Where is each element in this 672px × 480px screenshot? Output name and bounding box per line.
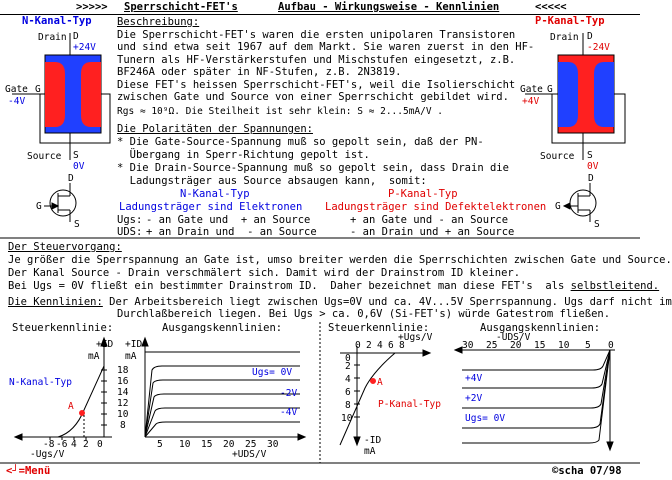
p-uds-tick: 25	[486, 340, 498, 351]
n-xaxis-label: -Ugs/V	[30, 449, 65, 460]
p-ugs-axis-label: +Ugs/V	[398, 332, 433, 343]
p-ytick: 2	[345, 361, 351, 372]
n-ytick: 18	[117, 365, 129, 376]
n-id-unit-2: mA	[125, 351, 137, 362]
menu-button[interactable]	[6, 466, 50, 477]
p-source-letter: S	[587, 150, 593, 161]
n-uds-tick: 25	[245, 439, 257, 450]
steuervorgang-line: Je größer die Sperrspannung an Gate ist, umso breiter werden die Sperrschichten zwischen Gate und Source.	[8, 254, 672, 266]
p-curve-label: +2V	[465, 393, 483, 404]
p-sym-g: G	[555, 201, 561, 212]
enter-key-icon: <┘	[6, 465, 19, 477]
n-ausgang-title: Ausgangskennlinien:	[162, 322, 283, 334]
p-drain-voltage: -24V	[587, 42, 610, 53]
description-line: Diese FET's heissen Sperrschicht-FET's, weil die Isolierschicht	[117, 79, 516, 91]
p-ytick: 8	[345, 400, 351, 411]
rgs-line: Rgs ≈ 10⁹Ω. Die Steilheit ist sehr klein: S ≈ 2...5mA/V .	[117, 106, 444, 117]
n-uds-tick: 10	[179, 439, 191, 450]
n-carriers: Ladungsträger sind Elektronen	[119, 201, 303, 213]
n-xtick: 2	[83, 439, 89, 450]
n-ytick: 10	[117, 409, 129, 420]
p-a-point-label: A	[377, 377, 383, 388]
description-line: Die Sperrschicht-FET's waren die ersten unipolaren Transistoren	[117, 29, 516, 41]
n-uds-tick: 20	[223, 439, 235, 450]
p-uds-tick: 10	[558, 340, 570, 351]
n-drain-letter: D	[73, 31, 79, 42]
p-drain-letter: D	[587, 31, 593, 42]
n-drain-label: Drain	[38, 32, 67, 43]
n-uds-axis-label: +UDS/V	[232, 449, 267, 460]
n-id-axis-label-2: +ID	[125, 339, 143, 350]
p-fet-symbol	[564, 183, 596, 222]
description-line: und sind etwa seit 1967 auf dem Markt. Sie waren zuerst in den HF-	[117, 41, 535, 53]
polarity-bullet: * Die Gate-Source-Spannung muß so gepolt sein, daß der PN-	[117, 136, 484, 148]
n-source-letter: S	[73, 150, 79, 161]
n-ytick: 12	[117, 398, 129, 409]
n-steuer-title: Steuerkennlinie:	[12, 322, 114, 334]
n-sym-g: G	[36, 201, 42, 212]
p-uds: - an Drain und + an Source	[350, 226, 515, 238]
n-type-chart-label: N-Kanal-Typ	[9, 377, 72, 388]
p-ausgang-title: Ausgangskennlinien:	[480, 322, 601, 334]
n-curve-label: Ugs= 0V	[252, 367, 293, 378]
n-a-point-label: A	[68, 401, 74, 412]
n-xtick: 0	[97, 439, 103, 450]
n-ytick: 16	[117, 376, 129, 387]
n-sym-s: S	[74, 219, 80, 230]
description-line: BF246A oder später in NF-Stufen, z.B. 2N3819.	[117, 66, 402, 78]
p-xtick: 6	[388, 340, 394, 351]
p-curve-label: +4V	[465, 373, 483, 384]
p-uds-axis-label: -UDS/V	[496, 332, 531, 343]
n-gate-letter: G	[35, 84, 41, 95]
p-id-unit: mA	[364, 446, 376, 457]
n-sym-d: D	[68, 173, 74, 184]
p-uds-tick: 15	[534, 340, 546, 351]
menu-label: =Menü	[18, 465, 51, 477]
n-gate-label: Gate	[5, 84, 28, 95]
n-curve-label: -2V	[280, 388, 298, 399]
p-ytick: 10	[341, 413, 353, 424]
description-heading: Beschreibung:	[117, 16, 200, 28]
selbstleitend-term: selbstleitend.	[570, 280, 660, 292]
n-type-label: N-Kanal-Typ	[180, 188, 250, 200]
n-xtick: -8	[43, 439, 55, 450]
p-sym-s: S	[594, 219, 600, 230]
p-type-label: P-Kanal-Typ	[388, 188, 458, 200]
n-ugs: - an Gate und + an Source	[146, 214, 311, 226]
header-arrows-left: >>>>>	[76, 1, 108, 13]
p-ytick: 0	[345, 353, 351, 364]
n-drain-voltage: +24V	[73, 42, 96, 53]
p-type-chart-label: P-Kanal-Typ	[378, 399, 441, 410]
page-title: Sperrschicht-FET's	[124, 1, 238, 13]
p-sym-d: D	[588, 173, 594, 184]
p-source-voltage: 0V	[587, 161, 599, 172]
kennlinien-text: Der Arbeitsbereich liegt zwischen Ugs=0V und ca. 4V...5V Sperrspannung. Ugs darf nicht im	[102, 296, 672, 308]
polarity-bullet: * Die Drain-Source-Spannung muß so gepolt sein, dass Drain die	[117, 162, 509, 174]
p-id-axis-label: -ID	[364, 435, 382, 446]
p-ytick: 6	[345, 387, 351, 398]
steuervorgang-line: Der Kanal Source - Drain verschmälert sich. Damit wird der Drainstrom ID kleiner.	[8, 267, 521, 279]
n-id-axis-label: +ID	[96, 339, 114, 350]
page-subtitle: Aufbau - Wirkungsweise - Kennlinien	[278, 1, 500, 13]
n-fet-symbol	[44, 183, 76, 222]
kennlinien-heading: Die Kennlinien:	[8, 296, 103, 308]
n-source-label: Source	[27, 151, 62, 162]
n-uds-tick: 5	[157, 439, 163, 450]
n-uds-tick: 30	[267, 439, 279, 450]
steuervorgang-line	[8, 281, 659, 292]
p-fet-structure	[525, 33, 625, 160]
n-xtick: 4	[71, 439, 77, 450]
p-uds-tick: 20	[510, 340, 522, 351]
n-id-unit: mA	[88, 351, 100, 362]
p-gate-label: Gate	[520, 84, 543, 95]
p-drain-label: Drain	[550, 32, 579, 43]
p-curve-label: Ugs= 0V	[465, 413, 506, 424]
header-arrows-right: <<<<<	[535, 1, 567, 13]
n-uds: + an Drain und - an Source	[146, 226, 317, 238]
p-uds-tick: 5	[585, 340, 591, 351]
description-line: Tunern als HF-Verstärkerstufen und Mischstufen eingesetzt, z.B.	[117, 54, 516, 66]
copyright: ©scha 07/98	[552, 465, 622, 477]
uds-label: UDS:	[117, 226, 143, 238]
p-gate-letter: G	[547, 84, 553, 95]
p-xtick: 8	[399, 340, 405, 351]
steuervorgang-heading: Der Steuervorgang:	[8, 241, 122, 253]
p-gate-voltage: +4V	[522, 96, 540, 107]
n-ytick: 8	[120, 420, 126, 431]
kennlinien-line2: Durchlaßbereich liegen. Bei Ugs > ca. 0,6V (Si-FET's) würde Gatestrom fließen.	[117, 308, 611, 320]
polarity-bullet: Übergang in Sperr-Richtung gepolt ist.	[117, 149, 370, 161]
n-channel-title: N-Kanal-Typ	[22, 15, 92, 27]
n-xtick: -6	[56, 439, 68, 450]
p-steuer-chart	[340, 346, 430, 445]
n-fet-structure	[12, 33, 110, 160]
p-ugs: + an Gate und - an Source	[350, 214, 509, 226]
p-xtick: 4	[377, 340, 383, 351]
n-curve-label: -4V	[280, 407, 298, 418]
p-uds-tick: 0	[608, 340, 614, 351]
n-ytick: 14	[117, 387, 129, 398]
p-channel-title: P-Kanal-Typ	[535, 15, 605, 27]
p-xtick: 2	[366, 340, 372, 351]
p-ytick: 4	[345, 374, 351, 385]
description-line: zwischen Gate und Source von einer Sperrschicht gebildet wird.	[117, 91, 509, 103]
p-xtick: 0	[355, 340, 361, 351]
p-source-label: Source	[540, 151, 575, 162]
steuervorgang-line-text: Bei Ugs = 0V fließt ein bestimmter Drainstrom ID. Daher bezeichnet man diese FET's als	[8, 280, 571, 292]
p-uds-tick: 30	[462, 340, 474, 351]
n-gate-voltage: -4V	[8, 96, 26, 107]
polarity-heading: Die Polaritäten der Spannungen:	[117, 123, 313, 135]
n-source-voltage: 0V	[73, 161, 85, 172]
n-uds-tick: 15	[201, 439, 213, 450]
p-steuer-title: Steuerkennlinie:	[328, 322, 430, 334]
kennlinien-line1	[8, 297, 672, 308]
polarity-bullet: Ladungsträger aus Source absaugen kann, somit:	[117, 175, 427, 187]
ugs-label: Ugs:	[117, 214, 143, 226]
p-carriers: Ladungsträger sind Defektelektronen	[325, 201, 547, 213]
